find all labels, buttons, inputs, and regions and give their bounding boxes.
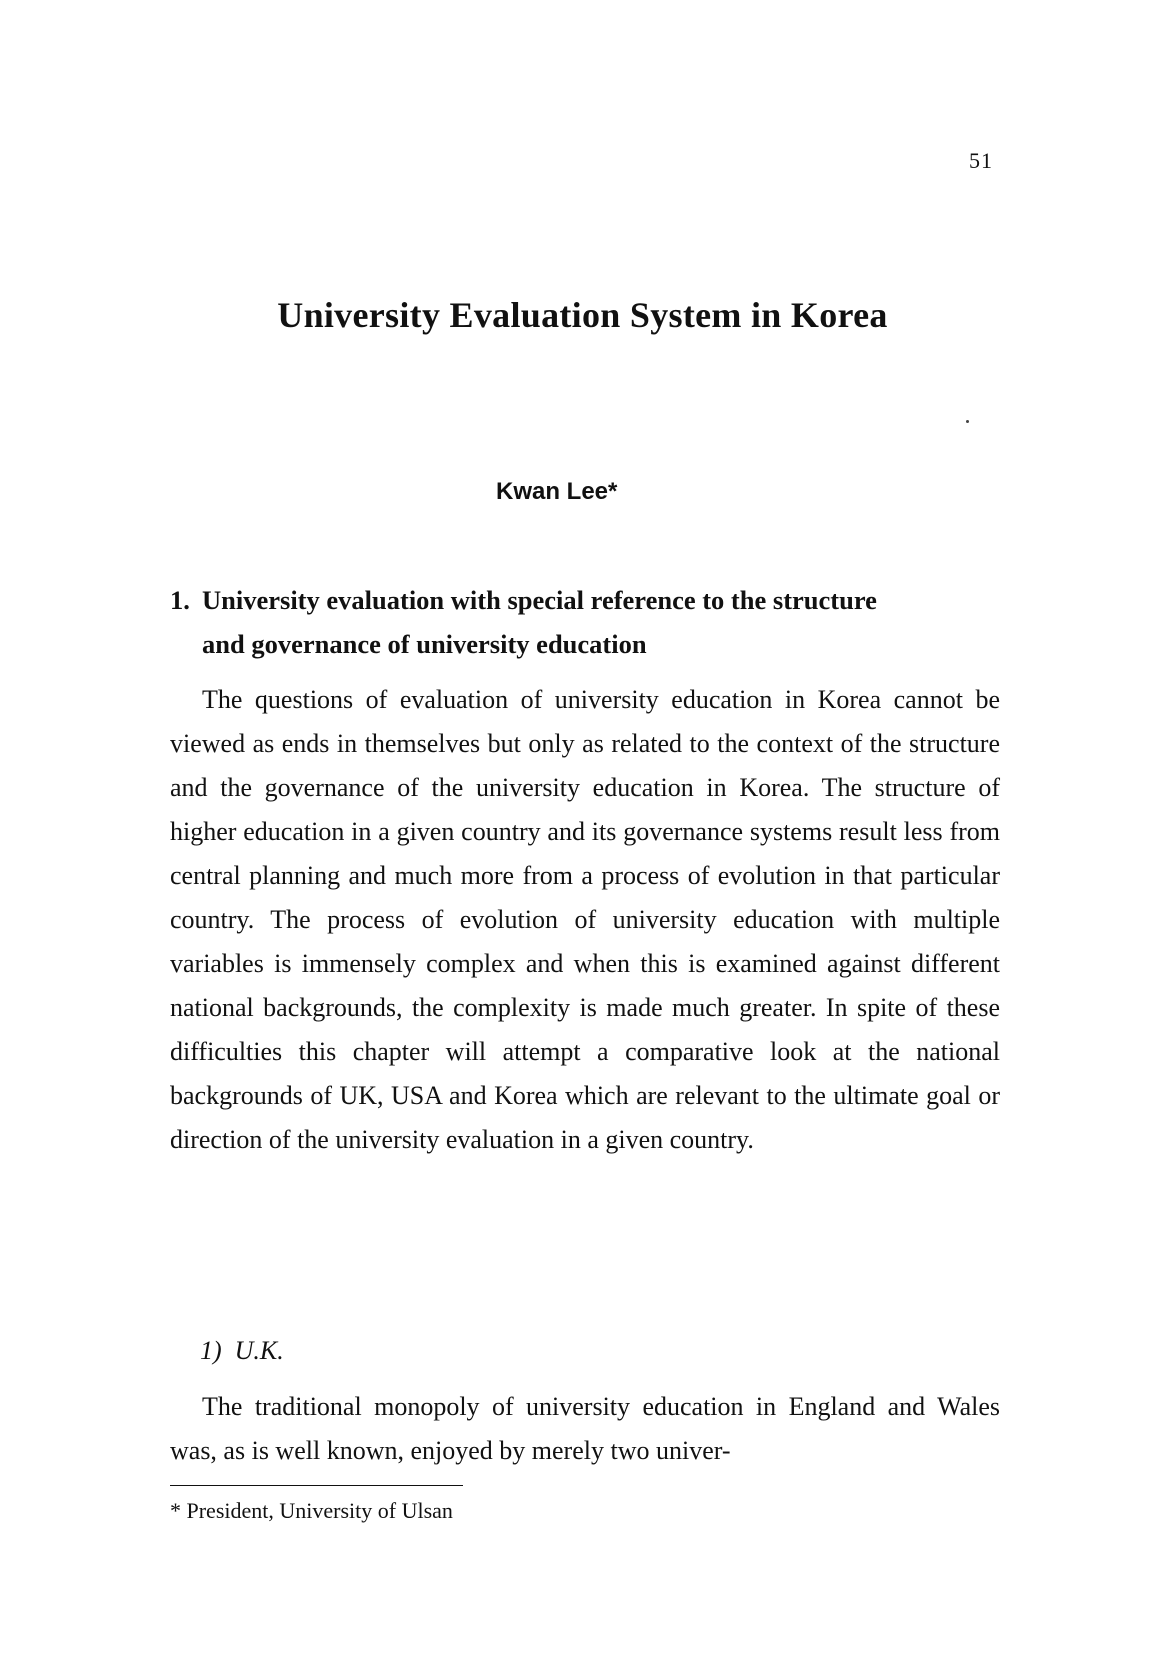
page-title: University Evaluation System in Korea <box>277 295 888 335</box>
author-name: Kwan Lee* <box>496 478 618 505</box>
section-heading <box>170 578 1000 666</box>
body-paragraph-1: The questions of evaluation of university education in Korea cannot be viewed as ends in themselves but only as related to the context of the structure and the governance of the university education in Korea. The structure of higher education in a given country and its governance systems result less from central planning and much more from a process of evolution in that particular country. The process of evolution of university education with multiple variables is immensely complex and when this is examined against different national backgrounds, the complexity is made much greater. In spite of these difficulties this chapter will attempt a comparative look at the national backgrounds of UK, USA and Korea which are relevant to the ultimate goal or direction of the university evaluation in a given country. <box>170 685 1000 1154</box>
section-heading-line-1: University evaluation with special reference to the structure <box>202 585 877 615</box>
page-number: 51 <box>969 148 993 173</box>
scan-speck <box>966 420 969 423</box>
section-heading-line-2: and governance of university education <box>202 629 647 659</box>
footnote-divider <box>170 1485 463 1486</box>
footnote: * President, University of Ulsan <box>170 1498 453 1523</box>
section-number: 1. <box>170 585 190 615</box>
subsection-heading: 1) U.K. <box>200 1336 284 1365</box>
body-paragraph-2: The traditional monopoly of university education in England and Wales was, as is well known, enjoyed by merely two univer- <box>170 1392 1000 1465</box>
